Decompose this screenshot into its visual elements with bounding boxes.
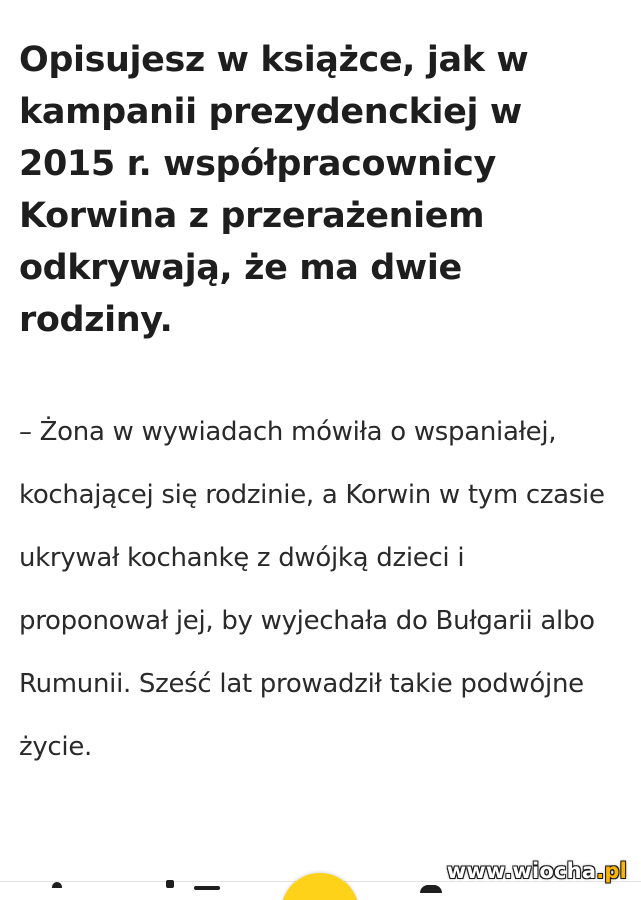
floating-action-button[interactable] <box>281 873 359 900</box>
cut-off-text-fragment <box>166 880 174 888</box>
watermark-suffix: .pl <box>596 859 627 883</box>
cut-off-text-fragment <box>194 886 220 890</box>
watermark-brand: wiocha <box>512 859 597 883</box>
cut-off-text-fragment <box>420 885 442 893</box>
site-watermark <box>447 858 627 884</box>
watermark-prefix: www. <box>446 859 513 883</box>
cut-off-text-fragment <box>52 882 62 888</box>
article-headline: Opisujesz w książce, jak w kampanii prezydenckiej w 2015 r. współpracownicy Korwina z przerażeniem odkrywają, że ma dwie rodziny. <box>19 40 529 340</box>
article-paragraph: – Żona w wywiadach mówiła o wspaniałej, kochającej się rodzinie, a Korwin w tym czasie ukrywał kochankę z dwójką dzieci i proponował jej, by wyjechała do Bułgarii albo Rumunii. Sześć lat prowadził takie podwójne życie. <box>19 417 605 762</box>
